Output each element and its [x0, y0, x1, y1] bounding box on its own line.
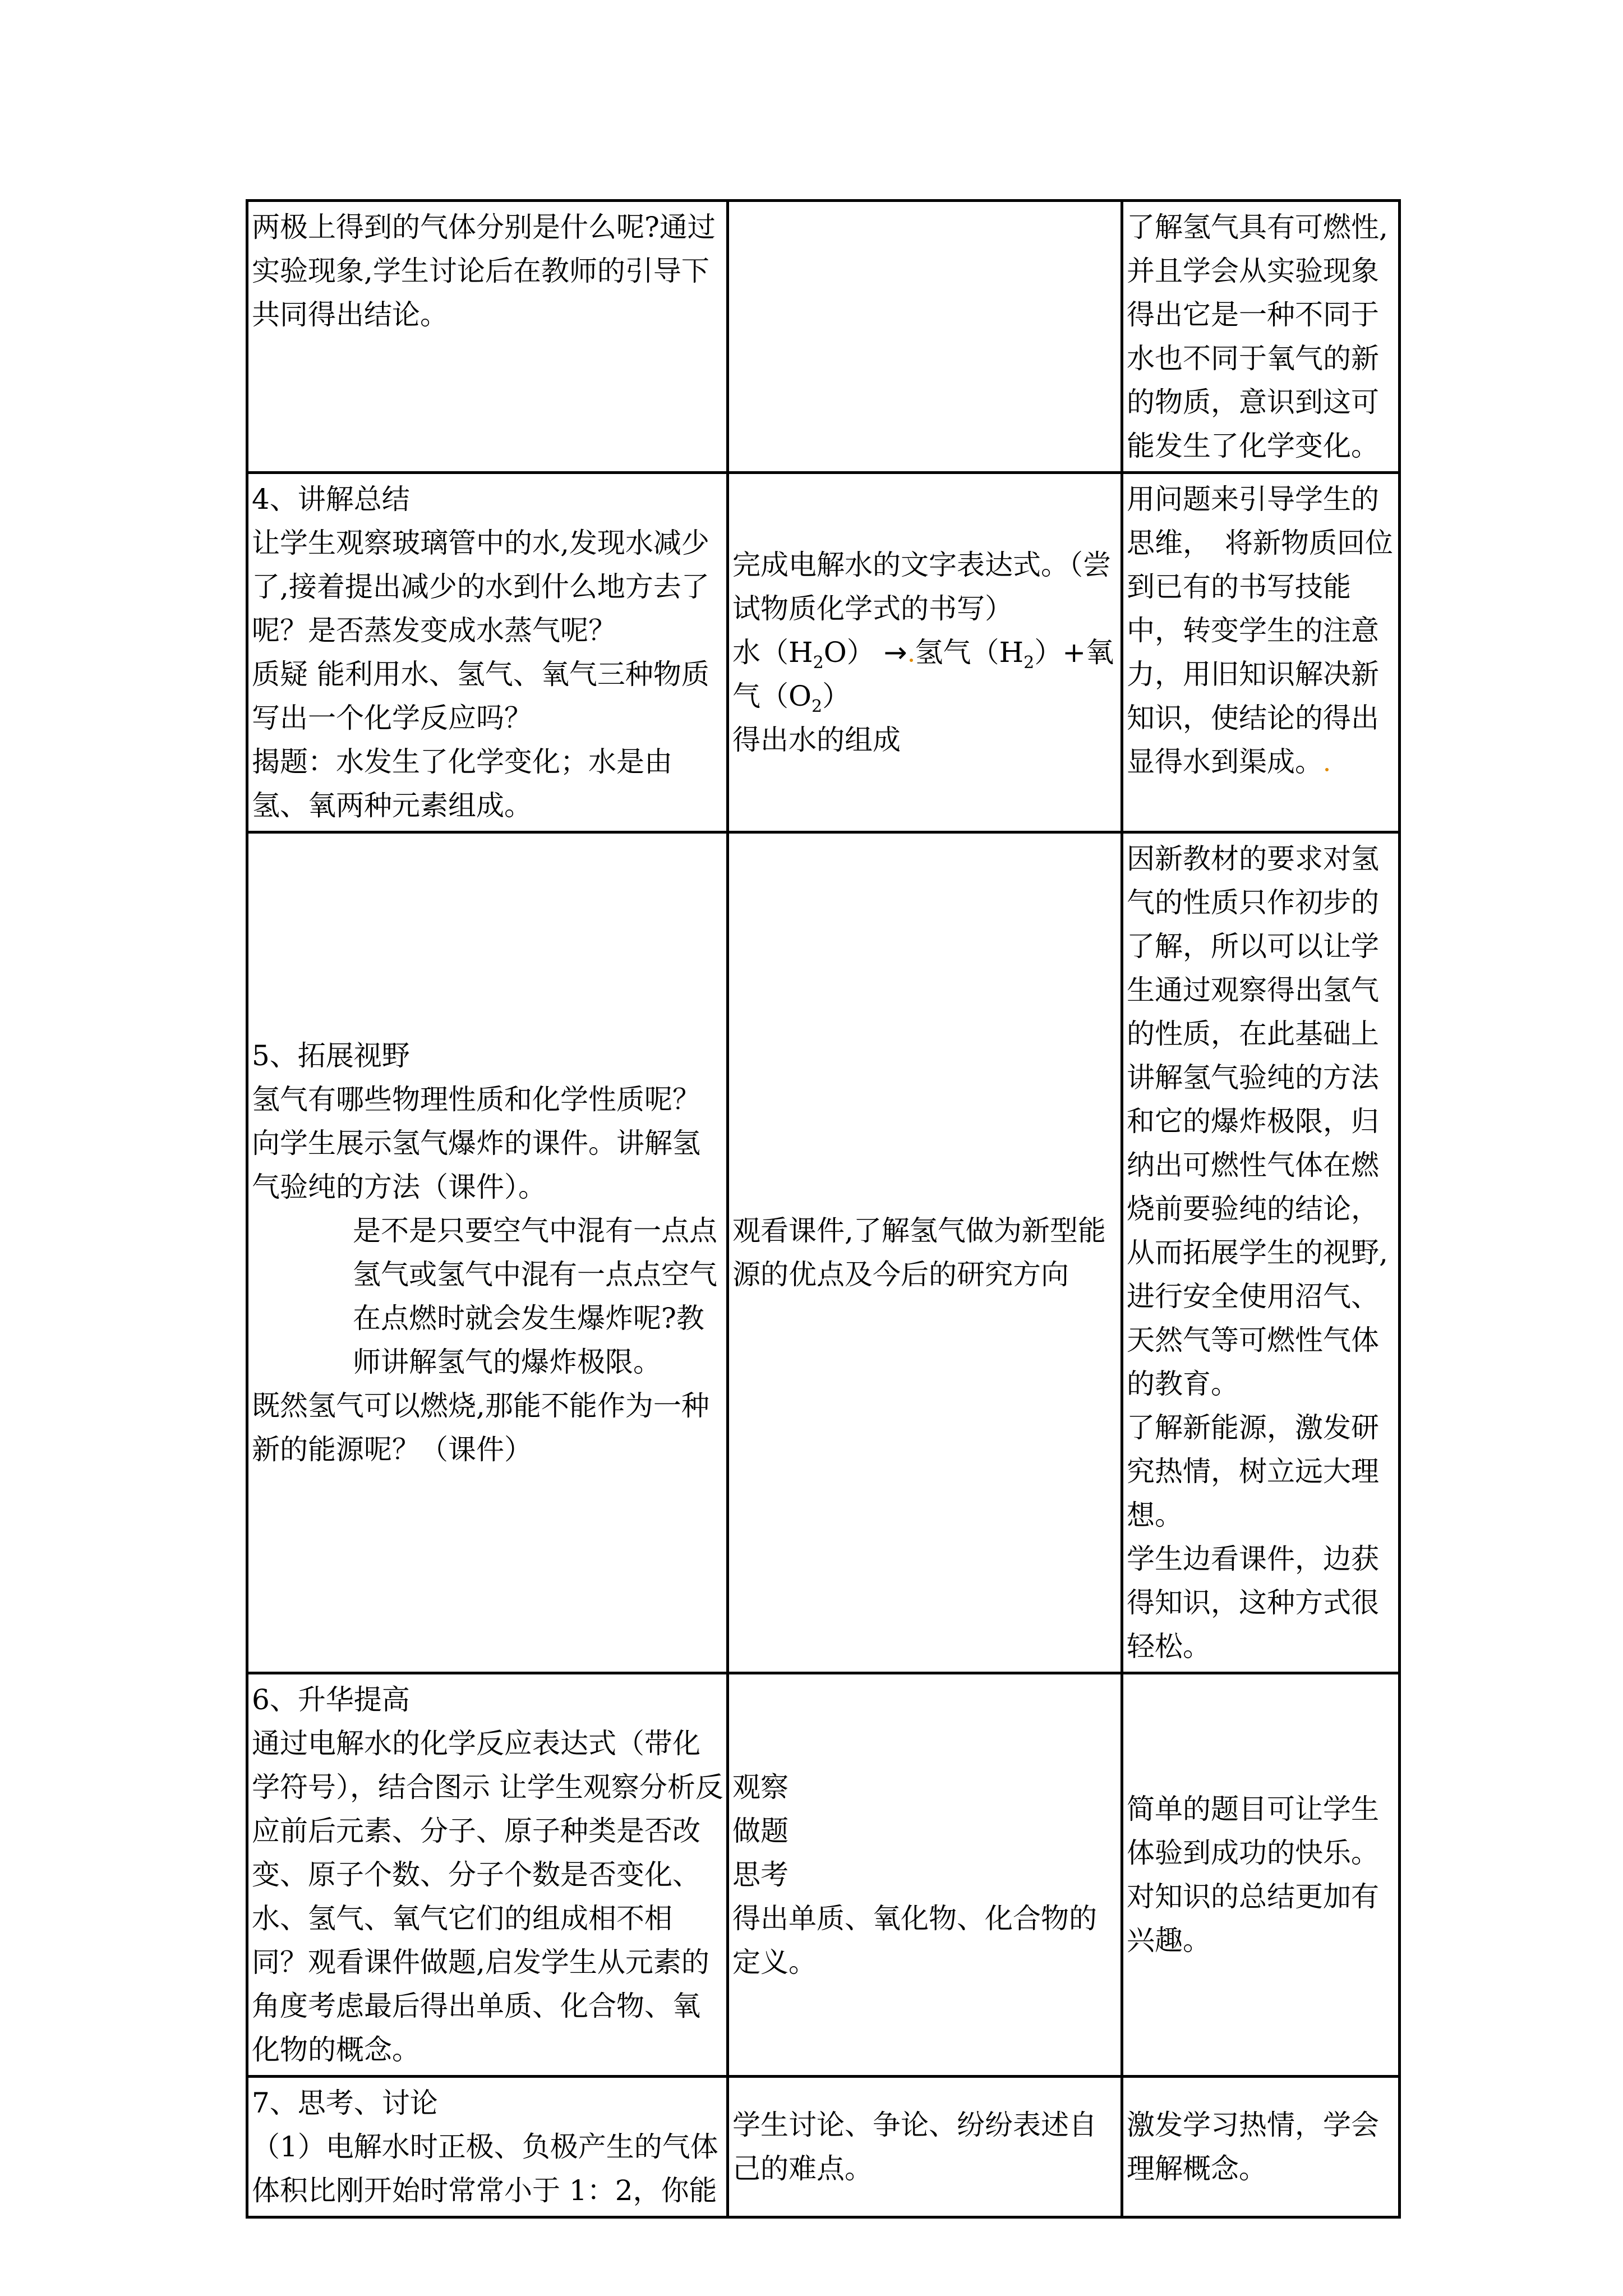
design-intent-cell: [1122, 2077, 1400, 2217]
paragraph: 学生讨论、争论、纷纷表述自己的难点。: [732, 2109, 1097, 2185]
paragraph: 观察: [732, 1771, 789, 1803]
paragraph: 激发学习热情，学会理解概念。: [1127, 2109, 1379, 2185]
paragraph: 了解氢气具有可燃性,并且学会从实验现象得出它是一种不同于水也不同于氧气的新的物质，意识到这可能发生了化学变化。: [1127, 211, 1388, 462]
paragraph: 因新教材的要求对氢气的性质只作初步的了解，所以可以让学生通过观察得出氢气的性质，在此基础上讲解氢气验纯的方法和它的爆炸极限，归纳出可燃性气体在燃烧前要验纯的结论，从而拓展学生的视野,进行安全使用沼气、天然气等可燃性气体的教育。: [1127, 843, 1388, 1400]
section-heading: 6、升华提高: [252, 1683, 410, 1716]
table-row: [247, 1673, 1400, 2077]
section-heading: 7、思考、讨论: [252, 2087, 438, 2119]
paragraph: 得出水的组成: [732, 724, 901, 756]
table-row: [247, 201, 1400, 473]
section-heading: 5、拓展视野: [252, 1039, 410, 1072]
paragraph: 是不是只要空气中混有一点点氢气或氢气中混有一点点空气在点燃时就会发生爆炸呢?教师讲解氢气的爆炸极限。: [353, 1214, 717, 1378]
paragraph: 完成电解水的文字表达式。（尝试物质化学式的书写）: [732, 549, 1111, 625]
paragraph: 氢气有哪些物理性质和化学性质呢？: [252, 1083, 700, 1116]
design-intent-cell: [1122, 473, 1400, 832]
design-intent-cell: [1122, 201, 1400, 473]
teacher-activity-cell: [247, 201, 728, 473]
student-activity-cell: [728, 2077, 1122, 2217]
table-row: [247, 2077, 1400, 2217]
table-row: [247, 473, 1400, 832]
table-row: [247, 832, 1400, 1673]
teacher-activity-cell: [247, 1673, 728, 2077]
student-activity-cell: [728, 473, 1122, 832]
paragraph: 学生边看课件，边获得知识，这种方式很轻松。: [1127, 1543, 1379, 1663]
lesson-plan-table: [246, 199, 1401, 2219]
teacher-activity-cell: [247, 832, 728, 1673]
design-intent-cell: [1122, 832, 1400, 1673]
paragraph: 观看课件,了解氢气做为新型能源的优点及今后的研究方向: [732, 1214, 1106, 1291]
paragraph: 既然氢气可以燃烧,那能不能作为一种新的能源呢？（课件）: [252, 1389, 709, 1466]
student-activity-cell: [728, 1673, 1122, 2077]
paragraph: 思考: [732, 1858, 789, 1891]
student-activity-cell: [728, 201, 1122, 473]
paragraph: 简单的题目可让学生体验到成功的快乐。对知识的总结更加有兴趣。: [1127, 1793, 1379, 1957]
paragraph: 用问题来引导学生的思维， 将新物质回位到已有的书写技能中，转变学生的注意力，用旧知识解决新知识，使结论的得出显得水到渠成。: [1127, 483, 1393, 778]
teacher-activity-cell: [247, 2077, 728, 2217]
reaction-arrow: →: [883, 636, 907, 669]
paragraph: （1）电解水时正极、负极产生的气体体积比刚开始时常常小于 1：2，你能: [252, 2131, 718, 2207]
word-equation: 水$(H_2O)$ → 氢气$(H_2)+$氧气$(O_2)$: [732, 636, 1114, 716]
paragraph: 通过电解水的化学反应表达式（带化学符号），结合图示 让学生观察分析反应前后元素、分子、原子种类是否改变、原子个数、分子个数是否变化、水、氢气、氧气它们的组成相不相同？观看课件做题,启发学生从元素的角度考虑最后得出单质、化合物、氧化物的概念。: [252, 1727, 723, 2066]
mark-dot: [910, 659, 913, 662]
mark-dot: [1325, 768, 1329, 771]
paragraph: 了解新能源，激发研究热情，树立远大理想。: [1127, 1411, 1379, 1531]
paragraph: 做题: [732, 1815, 789, 1847]
paragraph: 质疑 能利用水、氢气、氧气三种物质写出一个化学反应吗？: [252, 658, 709, 734]
paragraph: 向学生展示氢气爆炸的课件。讲解氢气验纯的方法（课件）。: [252, 1127, 700, 1203]
section-heading: 4、讲解总结: [252, 483, 410, 516]
student-activity-cell: [728, 832, 1122, 1673]
paragraph: 揭题：水发生了化学变化；水是由氢、氧两种元素组成。: [252, 746, 672, 822]
paragraph: 得出单质、氧化物、化合物的定义。: [732, 1902, 1097, 1978]
design-intent-cell: [1122, 1673, 1400, 2077]
teacher-activity-cell: [247, 473, 728, 832]
paragraph: 两极上得到的气体分别是什么呢?通过实验现象,学生讨论后在教师的引导下共同得出结论。: [252, 211, 716, 331]
paragraph: 让学生观察玻璃管中的水,发现水减少了,接着提出减少的水到什么地方去了呢？是否蒸发变成水蒸气呢？: [252, 527, 709, 647]
